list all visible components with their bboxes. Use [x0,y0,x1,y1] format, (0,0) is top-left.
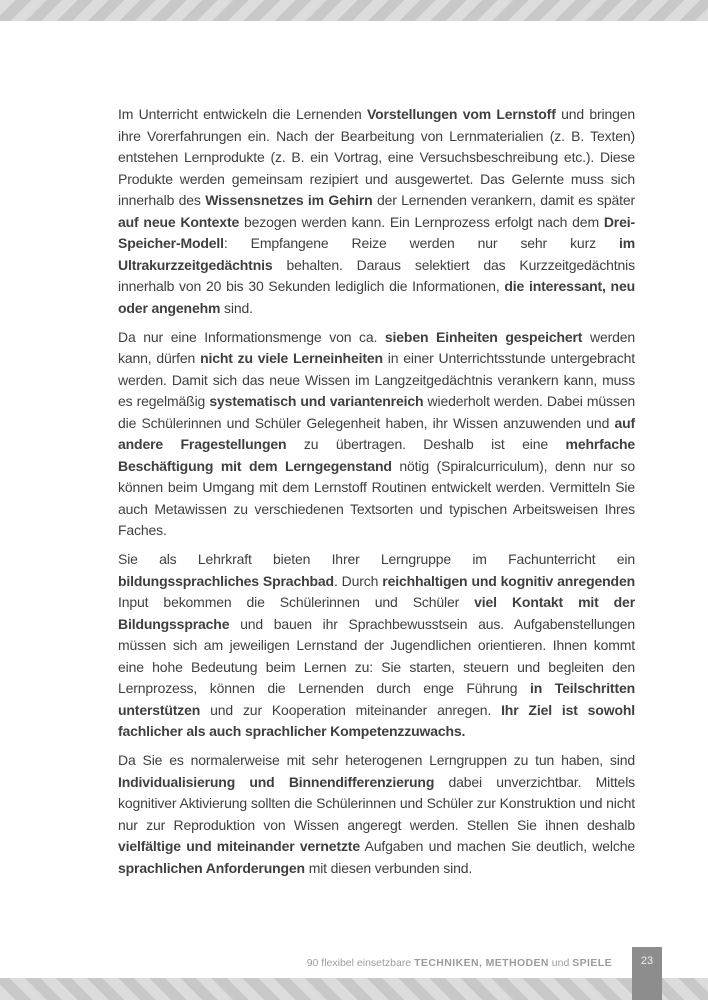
footer-caption: 90 flexibel einsetzbare TECHNIKEN, METHODEN und SPIELE [306,957,612,969]
body-paragraph: Da Sie es normalerweise mit sehr heterogenen Lerngruppen zu tun haben, sind Individualisierung und Binnendifferenzierung dabei unverzichtbar. Mittels kognitiver Aktivierung sollten die Schülerinnen und Schüler zur Konstruktion und nicht nur zur Reproduktion von Wissen angeregt werden. Stellen Sie ihnen deshalb vielfältige und miteinander vernetzte Aufgaben und machen Sie deutlich, welche sprachlichen Anforderungen mit diesen verbunden sind. [118,752,636,876]
page-number: 23 [640,955,654,967]
body-paragraph: Im Unterricht entwickeln die Lernenden Vorstellungen vom Lernstoff und bringen ihre Vorerfahrungen ein. Nach der Bearbeitung von Lernmaterialien (z. B. Texten) entstehen Lernprodukte (z. B. ein Vortrag, eine Versuchsbeschreibung etc.). Diese Produkte werden gemeinsam rezipiert und ausgewertet. Das Gelernte muss sich innerhalb des Wissensnetzes im Gehirn der Lernenden verankern, damit es später auf neue Kontexte bezogen werden kann. Ein Lernprozess erfolgt nach dem Drei-Speicher-Modell: Empfangene Reize werden nur sehr kurz im Ultrakurzzeitgedächtnis behalten. Daraus selektiert das Kurzzeitgedächtnis innerhalb von 20 bis 30 Sekunden lediglich die Informationen, die interessant, neu oder angenehm sind. [118,106,635,316]
page-number-tab [632,947,662,1000]
bottom-stripe-band [0,978,708,1000]
body-paragraph: Sie als Lehrkraft bieten Ihrer Lerngruppe im Fachunterricht ein bildungssprachliches Sprachbad. Durch reichhaltigen und kognitiv anregenden Input bekommen die Schülerinnen und Schüler viel Kontakt mit der Bildungssprache und bauen ihr Sprachbewusstsein aus. Aufgabenstellungen müssen sich am jeweiligen Lernstand der Jugendlichen orientieren. Ihnen kommt eine hohe Bedeutung beim Lernen zu: Sie starten, steuern und begleiten den Lernprozess, können die Lernenden durch enge Führung in Teilschritten unterstützen und zur Kooperation miteinander anregen. Ihr Ziel ist sowohl fachlicher als auch sprachlicher Kompetenzzuwachs. [118,551,635,739]
body-text-column [118,104,635,887]
body-paragraph: Da nur eine Informationsmenge von ca. sieben Einheiten gespeichert werden kann, dürfen nicht zu viele Lerneinheiten in einer Unterrichtsstunde untergebracht werden. Damit sich das neue Wissen im Langzeitgedächtnis verankern kann, muss es regelmäßig systematisch und variantenreich wiederholt werden. Dabei müssen die Schülerinnen und Schüler Gelegenheit haben, ihr Wissen anzuwenden und auf andere Fragestellungen zu übertragen. Deshalb ist eine mehrfache Beschäftigung mit dem Lerngegenstand nötig (Spiralcurriculum), denn nur so können beim Umgang mit dem Lernstoff Routinen entwickelt werden. Vermitteln Sie auch Metawissen zu verschiedenen Textsorten und typischen Arbeitsweisen Ihres Faches. [118,328,636,538]
top-stripe-band [0,0,708,21]
